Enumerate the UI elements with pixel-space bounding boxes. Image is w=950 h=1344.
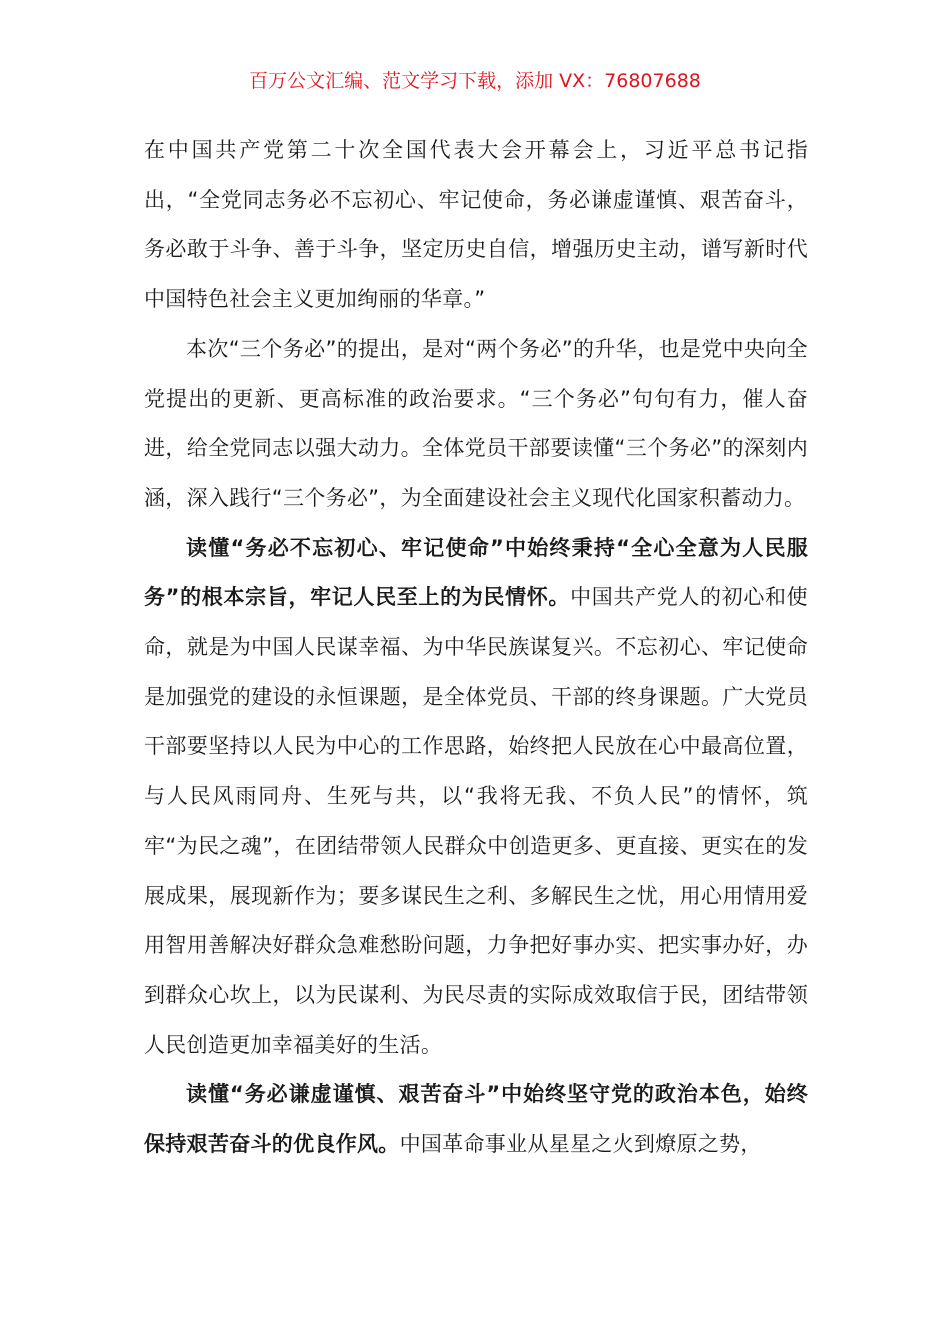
section-1-text: 中国共产党人的初心和使命，就是为中国人民谋幸福、为中华民族谋复兴。不忘初心、牢记使命是加强党的建设的永恒课题，是全体党员、干部的终身课题。广大党员干部要坚持以人民为中心的工作思路，始终把人民放在心中最高位置，与人民风雨同舟、生死与共，以“我将无我、不负人民”的情怀，筑牢“为民之魂”，在团结带领人民群众中创造更多、更直接、更实在的发展成果，展现新作为；要多谋民生之利、多解民生之忧，用心用情用爱用智用善解决好群众急难愁盼问题，力争把好事办实、把实事办好，办到群众心坎上，以为民谋利、为民尽责的实际成效取信于民，团结带领人民创造更加幸福美好的生活。 — [144, 585, 808, 1057]
paragraph-intro: 本次“三个务必”的提出，是对“两个务必”的升华，也是党中央向全党提出的更新、更高标准的政治要求。“三个务必”句句有力，催人奋进，给全党同志以强大动力。全体党员干部要读懂“三个务必”的深刻内涵，深入践行“三个务必”，为全面建设社会主义现代化国家积蓄动力。 — [144, 336, 808, 510]
header-banner: 百万公文汇编、范文学习下载，添加 VX：76807688 — [249, 70, 701, 92]
section-2-heading: 读懂“务必谦虚谨慎、艰苦奋斗”中始终坚守党的政治本色，始终保持艰苦奋斗的优良作风。 — [144, 1082, 808, 1157]
section-2-text: 中国革命事业从星星之火到燎原之势， — [399, 1132, 762, 1157]
document-body — [144, 126, 808, 1170]
paragraph-section-2 — [144, 1070, 808, 1169]
paragraph-section-1 — [144, 524, 808, 1071]
section-1-heading: 读懂“务必不忘初心、牢记使命”中始终秉持“全心全意为人民服务”的根本宗旨，牢记人民至上的为民情怀。 — [144, 535, 808, 610]
paragraph-quote: 在中国共产党第二十次全国代表大会开幕会上，习近平总书记指出，“全党同志务必不忘初心、牢记使命，务必谦虚谨慎、艰苦奋斗，务必敢于斗争、善于斗争，坚定历史自信，增强历史主动，谱写新时代中国特色社会主义更加绚丽的华章。” — [144, 138, 808, 312]
